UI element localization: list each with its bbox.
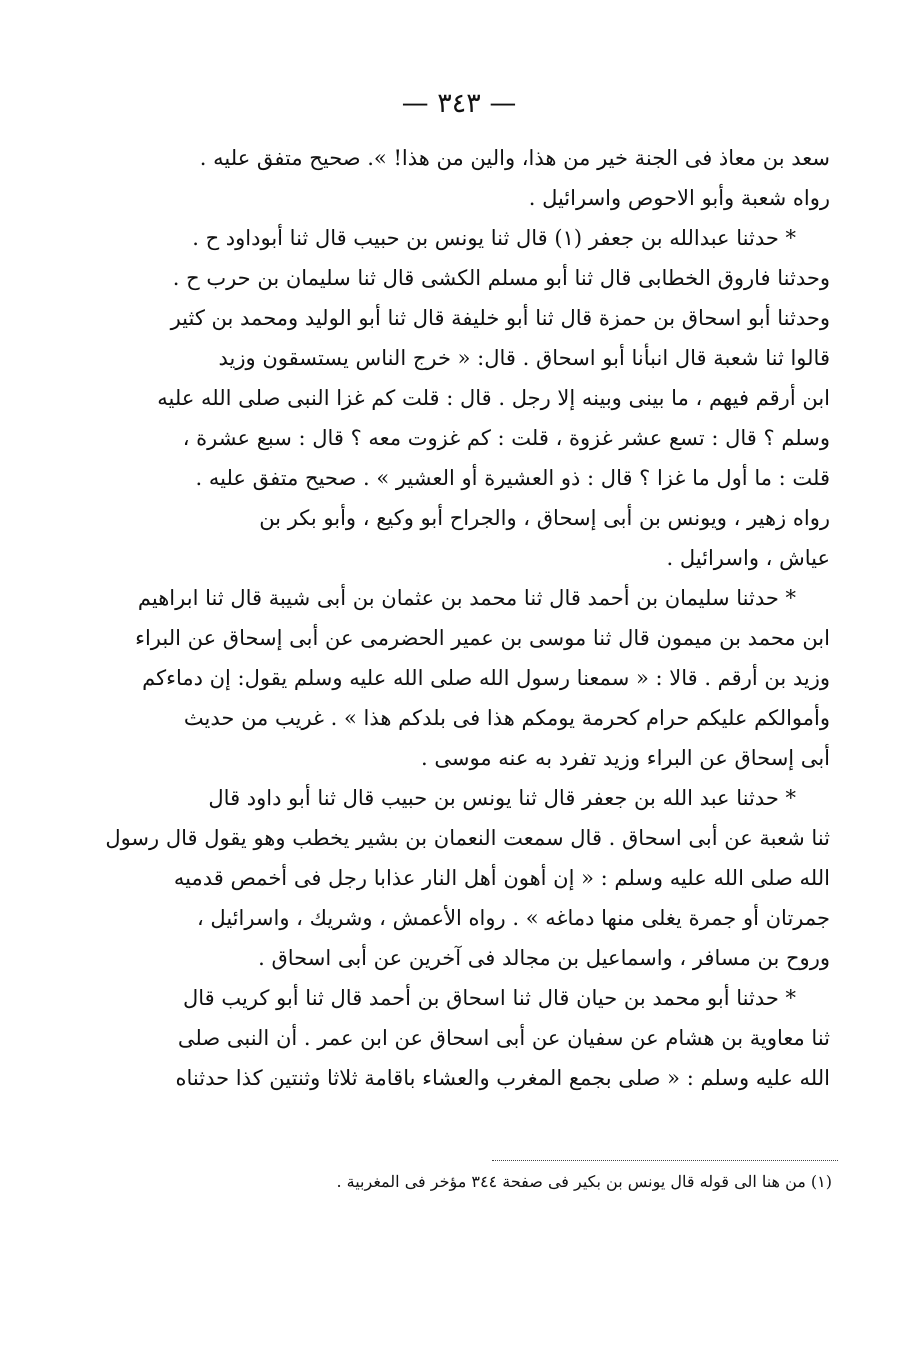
text-line: قلت : ما أول ما غزا ؟ قال : ذو العشيرة أو العشير » . صحيح متفق عليه . <box>195 466 830 490</box>
text-line: ثنا معاوية بن هشام عن سفيان عن أبى اسحاق عن ابن عمر . أن النبى صلى <box>177 1026 830 1050</box>
text-line: ابن أرقم فيهم ، ما بينى وبينه إلا رجل . قال : قلت كم غزا النبى صلى الله عليه <box>157 386 830 410</box>
text-line: وروح بن مسافر ، واسماعيل بن مجالد فى آخرين عن أبى اسحاق . <box>258 946 830 970</box>
text-line: ابن محمد بن ميمون قال ثنا موسى بن عمير الحضرمى عن أبى إسحاق عن البراء <box>135 626 830 650</box>
text-line: وأموالكم عليكم حرام كحرمة يومكم هذا فى بلدكم هذا » . غريب من حديث <box>183 706 830 730</box>
text-line: رواه شعبة وأبو الاحوص واسرائيل . <box>528 186 830 210</box>
text-line: سعد بن معاذ فى الجنة خير من هذا، والين من هذا! ». صحيح متفق عليه . <box>199 146 830 170</box>
text-line: الله صلى الله عليه وسلم : « إن أهون أهل النار عذابا رجل فى أخمص قدميه <box>173 866 830 890</box>
text-line: * حدثنا أبو محمد بن حيان قال ثنا اسحاق بن أحمد قال ثنا أبو كريب قال <box>183 986 796 1010</box>
footnote: (١) من هنا الى قوله قال يونس بن بكير فى صفحة ٣٤٤ مؤخر فى المغربية . <box>336 1172 832 1191</box>
text-line: وحدثنا أبو اسحاق بن حمزة قال ثنا أبو خليفة قال ثنا أبو الوليد ومحمد بن كثير <box>170 306 830 330</box>
text-line: الله عليه وسلم : « صلى بجمع المغرب والعشاء باقامة ثلاثا وثنتين كذا حدثناه <box>175 1066 830 1090</box>
footnote-divider <box>492 1160 838 1161</box>
text-line: قالوا ثنا شعبة قال انبأنا أبو اسحاق . قال: « خرج الناس يستسقون وزيد <box>218 346 830 370</box>
text-line: عياش ، واسرائيل . <box>666 546 830 570</box>
text-line: رواه زهير ، ويونس بن أبى إسحاق ، والجراح أبو وكيع ، وأبو بكر بن <box>259 506 830 530</box>
text-line: * حدثنا عبدالله بن جعفر (١) قال ثنا يونس بن حبيب قال ثنا أبوداود ح . <box>192 226 796 250</box>
page-number: — ٣٤٣ — <box>401 88 517 119</box>
text-line: * حدثنا سليمان بن أحمد قال ثنا محمد بن عثمان بن أبى شيبة قال ثنا ابراهيم <box>137 586 796 610</box>
text-line: ثنا شعبة عن أبى اسحاق . قال سمعت النعمان بن بشير يخطب وهو يقول قال رسول <box>105 826 830 850</box>
text-line: جمرتان أو جمرة يغلى منها دماغه » . رواه الأعمش ، وشريك ، واسرائيل ، <box>196 906 830 930</box>
text-line: وسلم ؟ قال : تسع عشر غزوة ، قلت : كم غزوت معه ؟ قال : سبع عشرة ، <box>182 426 830 450</box>
main-text <box>105 138 830 1098</box>
text-line: وزيد بن أرقم . قالا : « سمعنا رسول الله صلى الله عليه وسلم يقول: إن دماءكم <box>142 666 830 690</box>
text-line: وحدثنا فاروق الخطابى قال ثنا أبو مسلم الكشى قال ثنا سليمان بن حرب ح . <box>172 266 830 290</box>
text-line: * حدثنا عبد الله بن جعفر قال ثنا يونس بن حبيب قال ثنا أبو داود قال <box>208 786 796 810</box>
text-line: أبى إسحاق عن البراء وزيد تفرد به عنه موسى . <box>421 746 830 770</box>
